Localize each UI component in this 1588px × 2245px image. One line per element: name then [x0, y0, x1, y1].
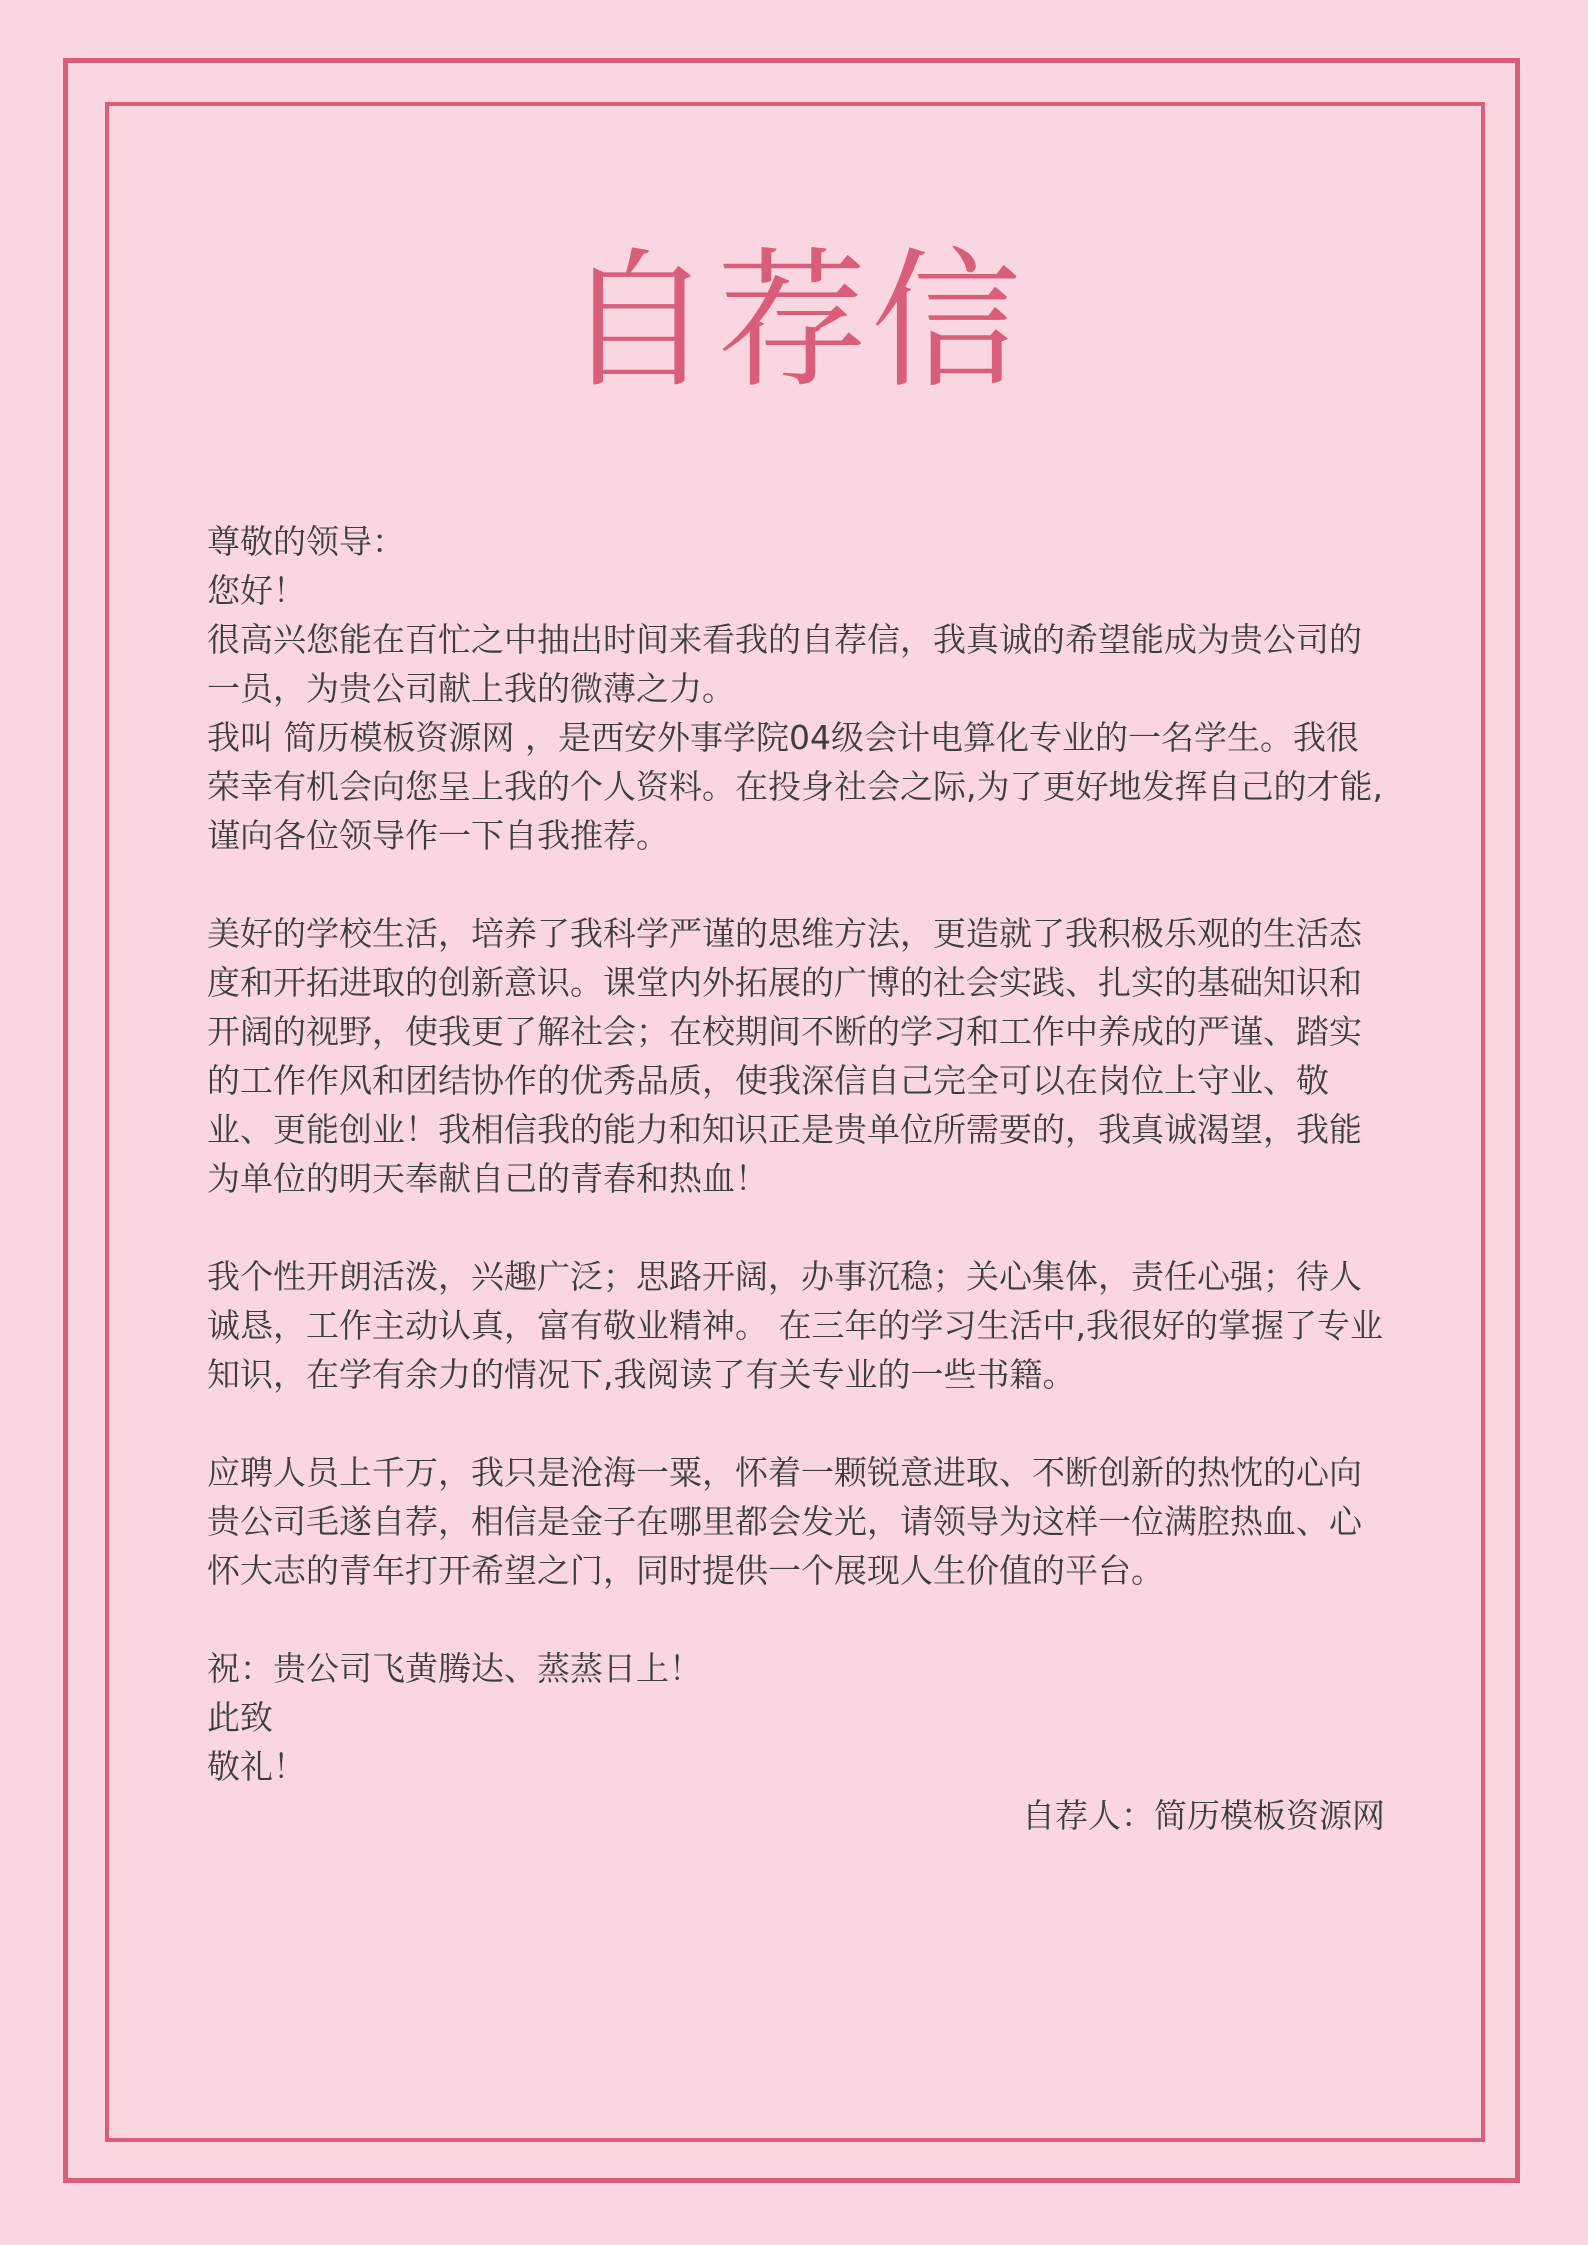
paragraph-school-life: 美好的学校生活，培养了我科学严谨的思维方法，更造就了我积极乐观的生活态度和开拓进取的创新意识。课堂内外拓展的广博的社会实践、扎实的基础知识和开阔的视野，使我更了解社会；在校期间不断的学习和工作中养成的严谨、踏实的工作作风和团结协作的优秀品质，使我深信自己完全可以在岗位上守业、敬业、更能创业！我相信我的能力和知识正是贵单位所需要的，我真诚渴望，我能为单位的明天奉献自己的青春和热血！: [207, 914, 1362, 1198]
letter-title: 自荐信: [562, 235, 1025, 409]
paragraph-intro-1: 很高兴您能在百忙之中抽出时间来看我的自荐信，我真诚的希望能成为贵公司的一员，为贵公司献上我的微薄之力。: [207, 620, 1362, 708]
paragraph-application: 应聘人员上千万，我只是沧海一粟，怀着一颗锐意进取、不断创新的热忱的心向贵公司毛遂自荐，相信是金子在哪里都会发光，请领导为这样一位满腔热血、心怀大志的青年打开希望之门，同时提供一个展现人生价值的平台。: [207, 1453, 1362, 1590]
paragraph-gap: [207, 1595, 1387, 1644]
signature: 自荐人：简历模板资源网: [1022, 1796, 1385, 1835]
greeting: 尊敬的领导：: [207, 522, 405, 561]
closing-salute: 敬礼！: [207, 1747, 306, 1786]
letter-body: [207, 517, 1387, 1840]
paragraph-intro-2: 我叫 简历模板资源网 ，是西安外事学院04级会计电算化专业的一名学生。我很荣幸有机会向您呈上我的个人资料。在投身社会之际,为了更好地发挥自己的才能,谨向各位领导作一下自我推荐。: [207, 718, 1383, 855]
paragraph-personality: 我个性开朗活泼，兴趣广泛；思路开阔，办事沉稳；关心集体，责任心强；待人诚恳，工作主动认真，富有敬业精神。 在三年的学习生活中,我很好的掌握了专业知识，在学有余力的情况下,我阅读了有关专业的一些书籍。: [207, 1257, 1383, 1394]
closing-wish: 祝：贵公司飞黄腾达、蒸蒸日上！: [207, 1649, 702, 1688]
paragraph-gap: [207, 1203, 1387, 1252]
hello: 您好！: [207, 571, 306, 610]
paragraph-gap: [207, 860, 1387, 909]
paragraph-gap: [207, 1399, 1387, 1448]
closing-to: 此致: [207, 1698, 273, 1737]
